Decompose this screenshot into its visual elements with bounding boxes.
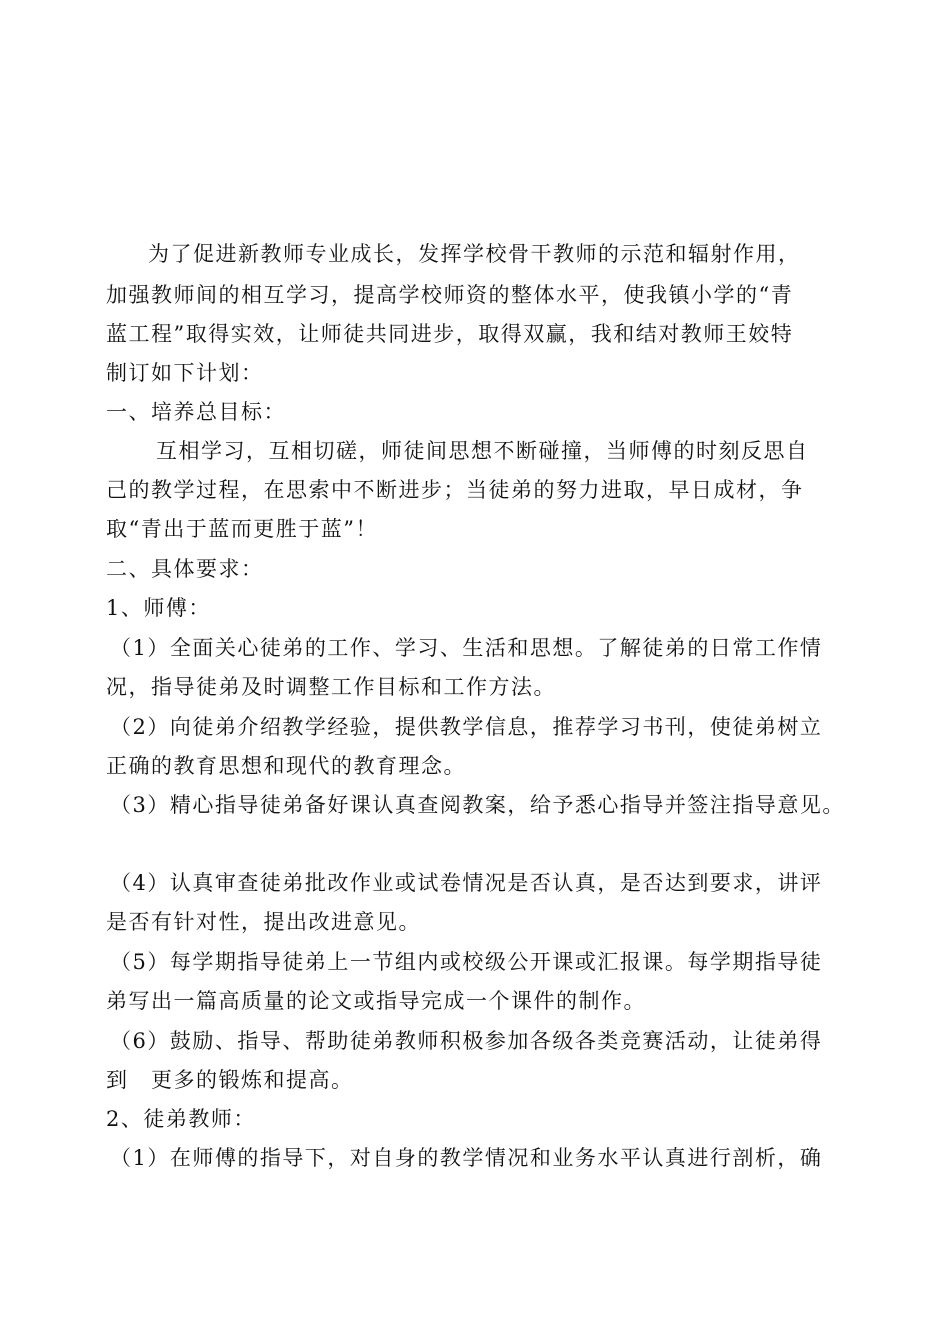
subheading-apprentice: 2、徒弟教师： bbox=[106, 1107, 256, 1131]
mentor-item-6-line-1: （6）鼓励、指导、帮助徒弟教师积极参加各级各类竞赛活动，让徒弟得 bbox=[110, 1029, 823, 1053]
mentor-item-2-line-2: 正确的教育思想和现代的教育理念。 bbox=[106, 754, 466, 778]
mentor-item-5-line-1: （5）每学期指导徒弟上一节组内或校级公开课或汇报课。每学期指导徒 bbox=[110, 950, 823, 974]
paragraph-intro-line-1: 为了促进新教师专业成长，发挥学校骨干教师的示范和辐射作用， bbox=[148, 242, 801, 266]
paragraph-intro-line-3: 蓝工程”取得实效，让师徒共同进步，取得双赢，我和结对教师王姣特 bbox=[106, 322, 794, 346]
mentor-item-6-line-2: 到 更多的锻炼和提高。 bbox=[106, 1068, 354, 1092]
paragraph-goal-line-1: 互相学习，互相切磋，师徒间思想不断碰撞，当师傅的时刻反思自 bbox=[156, 439, 809, 463]
mentor-item-4-line-1: （4）认真审查徒弟批改作业或试卷情况是否认真，是否达到要求，讲评 bbox=[110, 871, 823, 895]
paragraph-intro-line-4: 制订如下计划： bbox=[106, 361, 264, 385]
mentor-item-5-line-2: 弟写出一篇高质量的论文或指导完成一个课件的制作。 bbox=[106, 989, 646, 1013]
paragraph-intro-line-2: 加强教师间的相互学习，提高学校师资的整体水平，使我镇小学的“青 bbox=[106, 283, 794, 307]
section-heading-goal: 一、培养总目标： bbox=[106, 400, 286, 424]
mentor-item-3: （3）精心指导徒弟备好课认真查阅教案，给予悉心指导并签注指导意见。 bbox=[110, 793, 845, 817]
mentor-item-1-line-2: 况，指导徒弟及时调整工作目标和工作方法。 bbox=[106, 675, 556, 699]
paragraph-goal-line-2: 己的教学过程，在思索中不断进步；当徒弟的努力进取，早日成材，争 bbox=[106, 478, 804, 502]
paragraph-goal-line-3: 取“青出于蓝而更胜于蓝”！ bbox=[106, 517, 378, 541]
subheading-mentor: 1、师傅： bbox=[106, 596, 211, 620]
mentor-item-1-line-1: （1）全面关心徒弟的工作、学习、生活和思想。了解徒弟的日常工作情 bbox=[110, 636, 823, 660]
mentor-item-4-line-2: 是否有针对性，提出改进意见。 bbox=[106, 910, 421, 934]
mentor-item-2-line-1: （2）向徒弟介绍教学经验，提供教学信息，推荐学习书刊，使徒弟树立 bbox=[110, 715, 823, 739]
section-heading-requirements: 二、具体要求： bbox=[106, 557, 264, 581]
apprentice-item-1-line-1: （1）在师傅的指导下，对自身的教学情况和业务水平认真进行剖析，确 bbox=[110, 1146, 823, 1170]
